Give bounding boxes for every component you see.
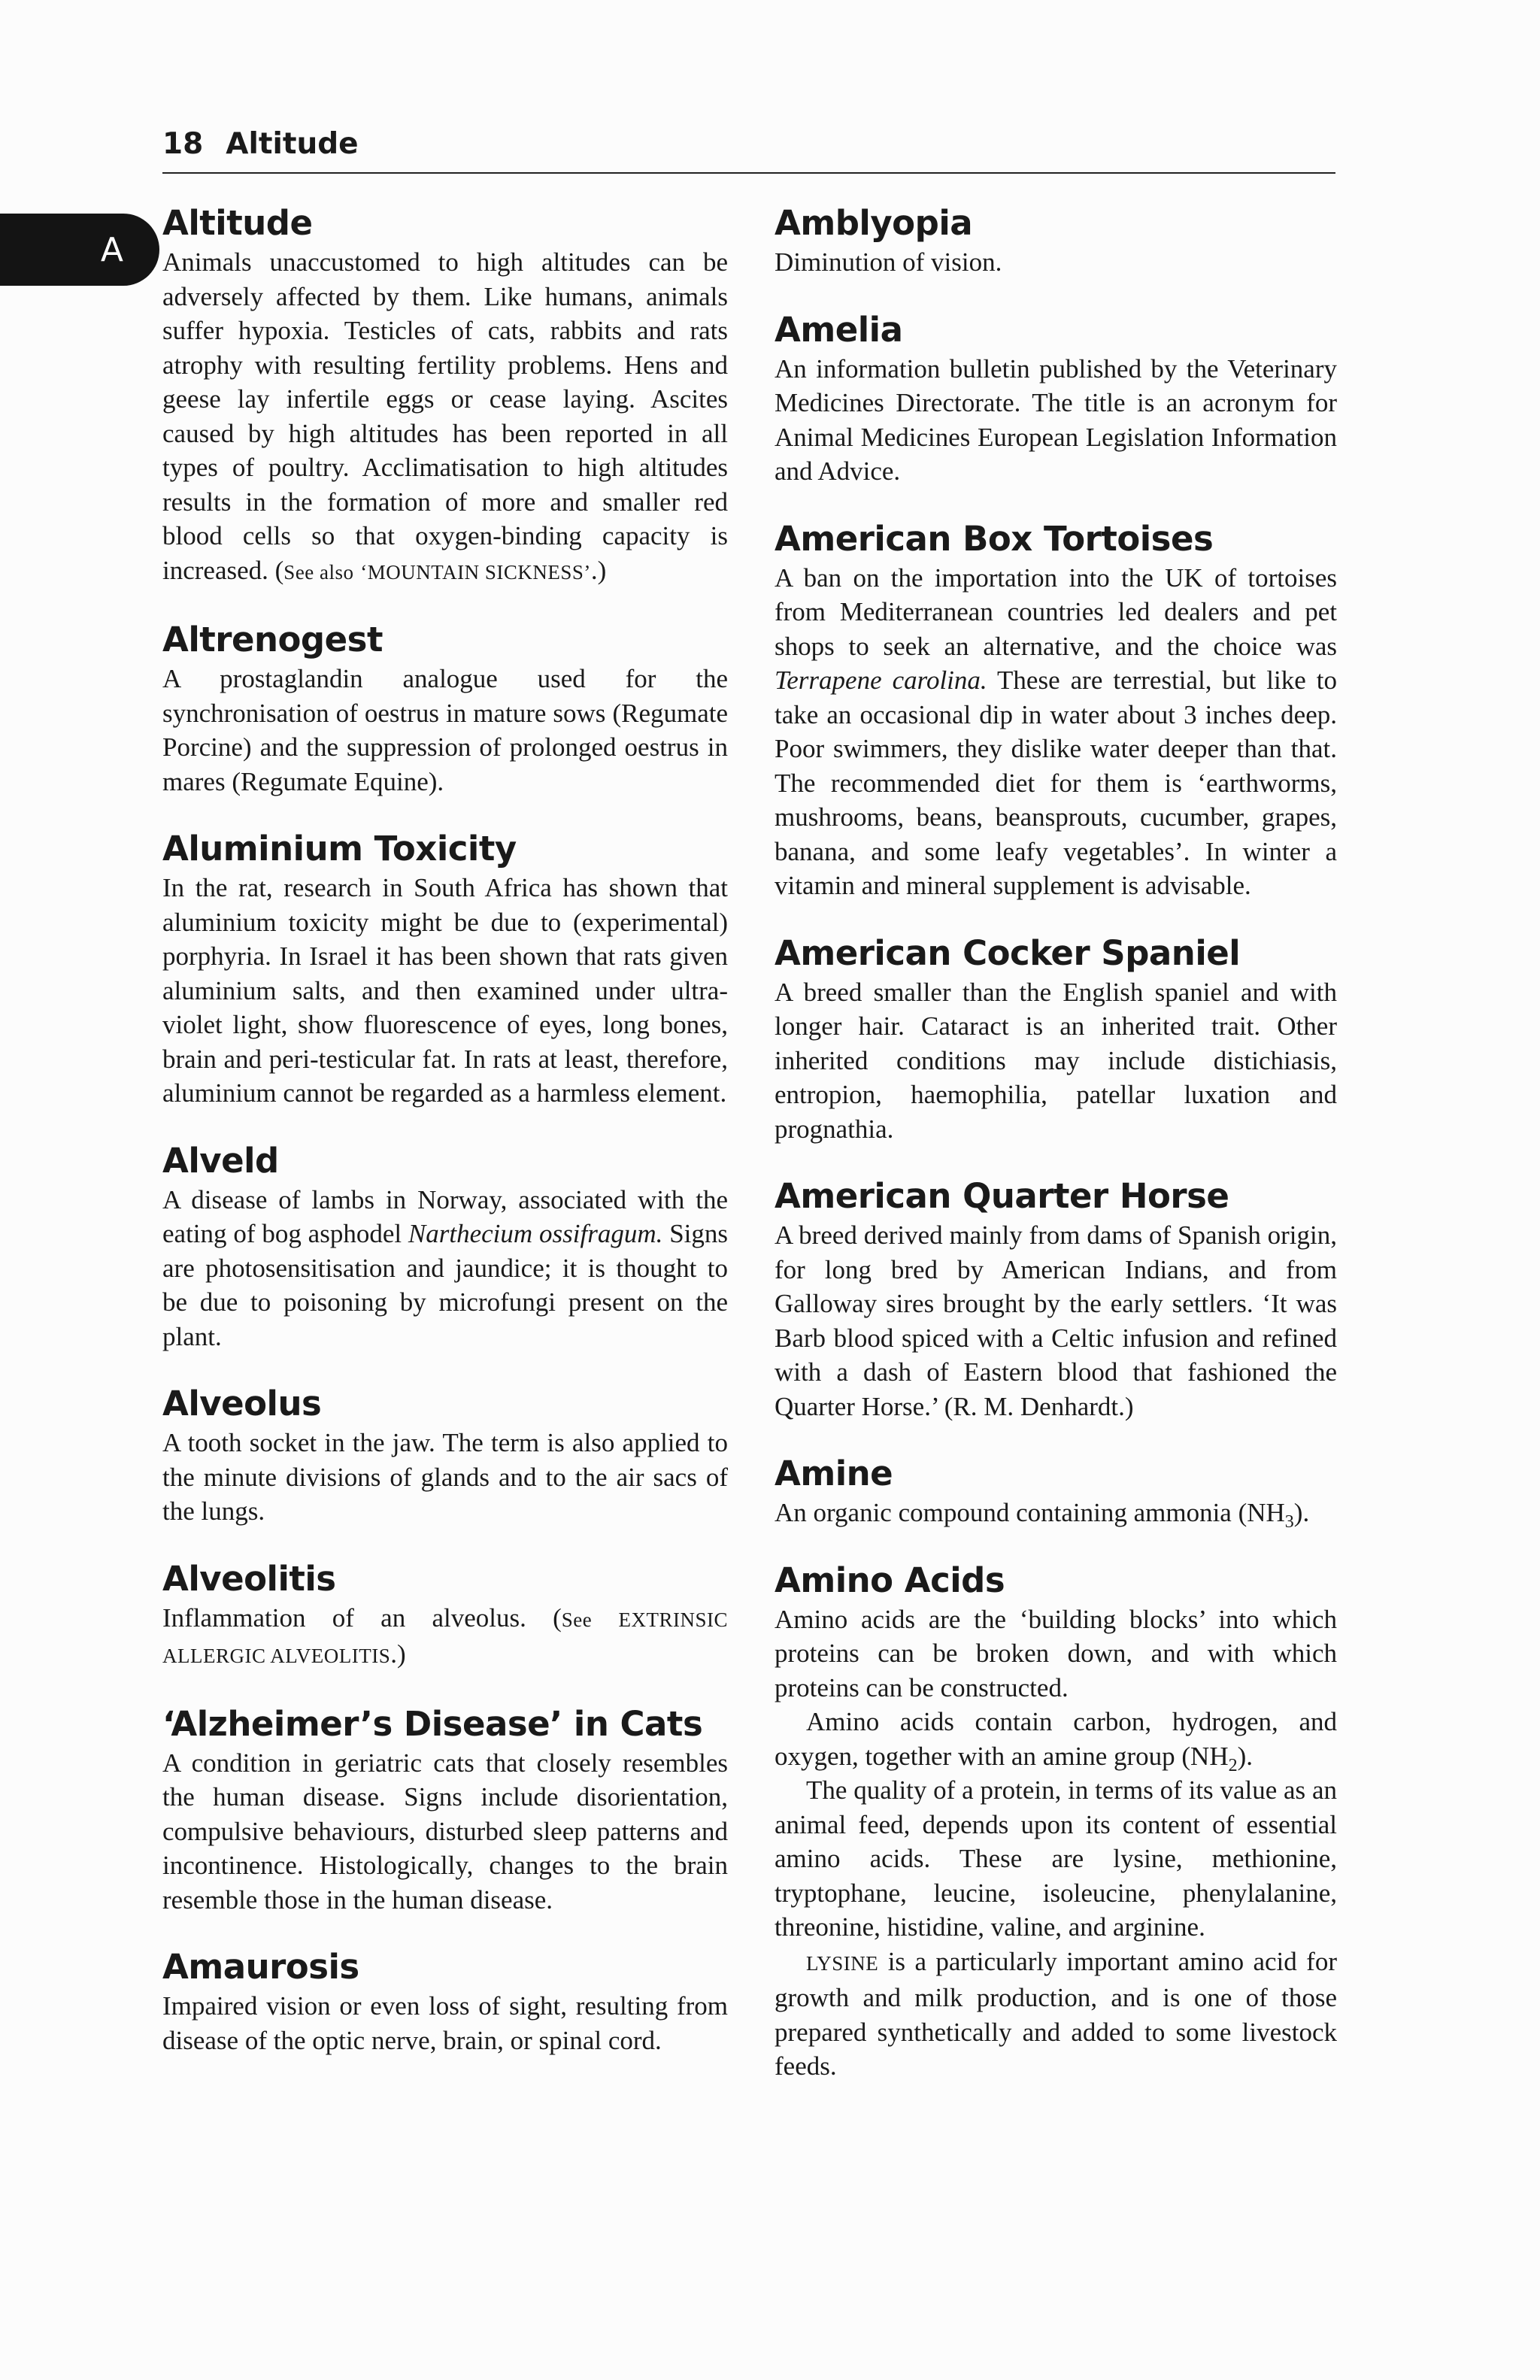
cross-reference: EXTRINSIC ALLERGIC ALVEOLITIS bbox=[162, 1608, 729, 1667]
entry-title: Amblyopia bbox=[775, 203, 973, 243]
entry-body: A breed derived mainly from dams of Spanish origin, for long bred by American Indians, and from Galloway sires brought by the early settlers. ‘It was Barb blood spiced with a Celtic infusion and refined with a dash of Eastern blood that fashioned the Quarter Horse.’ (R. M. Denhardt.) bbox=[775, 1220, 1337, 1421]
entry-body: An information bulletin published by the Veterinary Medicines Directorate. The title is an acronym for Animal Medicines European Legislation Information and Advice. bbox=[775, 353, 1337, 486]
entry-title: Amelia bbox=[775, 309, 903, 350]
entry-amine bbox=[775, 1452, 1337, 1530]
subscript: 3 bbox=[1284, 1512, 1294, 1532]
entry-title: American Quarter Horse bbox=[775, 1176, 1229, 1216]
entry-altitude bbox=[162, 202, 728, 590]
entry-body: Amino acids contain carbon, hydrogen, and oxygen, together with an amine group $(NH_2)$. bbox=[775, 1707, 1337, 1775]
entry-title: Amine bbox=[775, 1454, 893, 1493]
entry-american-box-tortoises bbox=[775, 517, 1337, 903]
running-header bbox=[162, 126, 1335, 162]
entry-title: Alveld bbox=[162, 1140, 279, 1181]
entry-amblyopia bbox=[775, 202, 1337, 280]
entry-title: Altrenogest bbox=[162, 620, 383, 659]
entry-body: A ban on the importation into the UK of tortoises from Mediterranean countries led dealers and pet shops to seek an alternative, and the choice was Terrapene carolina. These are terrestial, but like to take an occasional dip in water about 3 inches deep. Poor swimmers, they dislike water deeper than that. The recommended diet for them is ‘earthworms, mushrooms, beans, beansprouts, cucumber, grapes, banana, and some leafy vegetables’. In winter a vitamin and mineral supplement is advisable. bbox=[775, 562, 1337, 900]
entry-title: Alveolitis bbox=[162, 1558, 336, 1599]
entry-body: In the rat, research in South Africa has shown that aluminium toxicity might be due to (experimental) porphyria. In Israel it has been shown that rats given aluminium salts, and then examined under ultra-violet light, show fluorescence of eyes, long bones, brain and peri-testicular fat. In rats at least, therefore, aluminium cannot be regarded as a harmless element. bbox=[162, 873, 728, 1108]
entry-alveolitis bbox=[162, 1557, 728, 1674]
entry-body: Amino acids are the ‘building blocks’ into which proteins can be broken down, and with which proteins can be constructed. bbox=[775, 1604, 1337, 1702]
subscript: 2 bbox=[1228, 1755, 1238, 1775]
entry-body: A tooth socket in the jaw. The term is also applied to the minute divisions of glands and to the air sacs of the lungs. bbox=[162, 1428, 728, 1526]
entry-body: An organic compound containing ammonia $(NH_3)$. bbox=[775, 1498, 1310, 1532]
entry-alveolus bbox=[162, 1382, 728, 1529]
entry-title: Alveolus bbox=[162, 1384, 322, 1423]
entry-title: Amino Acids bbox=[775, 1560, 1005, 1600]
entry-body: Diminution of vision. bbox=[775, 247, 1002, 277]
entry-title: Aluminium Toxicity bbox=[162, 829, 517, 869]
header-rule bbox=[162, 172, 1335, 174]
running-title: Altitude bbox=[226, 127, 359, 161]
entry-body: LYSINE is a particularly important amino acid for growth and milk production, and is one of those prepared synthetically and added to some livestock feeds. bbox=[775, 1946, 1337, 2081]
entry-altrenogest bbox=[162, 618, 728, 799]
entry-title: ‘Alzheimer’s Disease’ in Cats bbox=[162, 1703, 703, 1744]
entry-title: American Cocker Spaniel bbox=[775, 932, 1241, 973]
page-number: 18 bbox=[162, 127, 204, 161]
entry-body: A disease of lambs in Norway, associated with the eating of bog asphodel Narthecium ossifragum. Signs are photosensitisation and jaundice; it is thought to be due to poisoning by microfungi present on the plant. bbox=[162, 1184, 729, 1351]
entry-amino-acids bbox=[775, 1559, 1337, 2084]
cross-reference: ‘MOUNTAIN SICKNESS’ bbox=[360, 560, 591, 584]
entry-amelia bbox=[775, 308, 1337, 489]
entry-aluminium-toxicity bbox=[162, 827, 728, 1111]
entry-title: American Box Tortoises bbox=[775, 518, 1214, 559]
entry-american-cocker-spaniel bbox=[775, 932, 1337, 1147]
entry-title: Amaurosis bbox=[162, 1947, 359, 1987]
entry-american-quarter-horse bbox=[775, 1175, 1337, 1423]
entry-body: A condition in geriatric cats that closely resembles the human disease. Signs include disorientation, compulsive behaviours, disturbed sleep patterns and incontinence. Histologically, changes to the brain resemble those in the human disease. bbox=[162, 1748, 728, 1915]
entry-alveld bbox=[162, 1139, 728, 1354]
entry-body: Animals unaccustomed to high altitudes can be adversely affected by them. Like humans, animals suffer hypoxia. Testicles of cats, rabbits and rats atrophy with resulting fertility problems. Hens and geese lay infertile eggs or cease laying. Ascites caused by high altitudes has been reported in all types of poultry. Acclimatisation to high altitudes results in the formation of more and smaller red blood cells so that oxygen-binding capacity is increased. (See also ‘MOUNTAIN SICKNESS’.) bbox=[162, 247, 728, 585]
entry-body: A prostaglandin analogue used for the synchronisation of oestrus in mature sows (Regumate Porcine) and the suppression of prolonged oestrus in mares (Regumate Equine). bbox=[162, 664, 728, 796]
entry-body: Inflammation of an alveolus. (See EXTRINSIC ALLERGIC ALVEOLITIS.) bbox=[162, 1602, 729, 1669]
left-column bbox=[162, 202, 728, 2086]
entry-body: Impaired vision or even loss of sight, resulting from disease of the optic nerve, brain, or spinal cord. bbox=[162, 1991, 728, 2055]
species-name: Narthecium ossifragum. bbox=[408, 1219, 663, 1248]
entry-body: A breed smaller than the English spaniel and with longer hair. Cataract is an inherited trait. Other inherited conditions may include distichiasis, entropion, haemophilia, patellar luxation and prognathia. bbox=[775, 977, 1337, 1144]
cross-reference: LYSINE bbox=[806, 1951, 879, 1975]
section-tab: A bbox=[0, 214, 159, 286]
entry-alzheimers-cats bbox=[162, 1702, 728, 1918]
entry-title: Altitude bbox=[162, 203, 313, 243]
entry-amaurosis bbox=[162, 1945, 728, 2057]
entry-body: The quality of a protein, in terms of its value as an animal feed, depends upon its content of essential amino acids. These are lysine, methionine, tryptophane, leucine, isoleucine, phenylalanine, threonine, histidine, valine, and arginine. bbox=[775, 1775, 1337, 1942]
see-label: See bbox=[561, 1608, 593, 1631]
species-name: Terrapene carolina. bbox=[775, 665, 987, 695]
see-also-label: See also bbox=[283, 560, 354, 584]
right-column bbox=[775, 202, 1337, 2112]
